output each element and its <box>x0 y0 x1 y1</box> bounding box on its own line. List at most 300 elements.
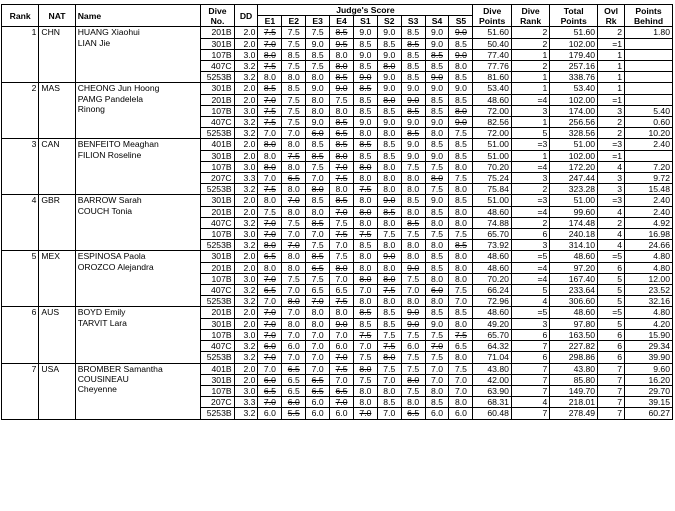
judge-score-s3 <box>401 397 425 408</box>
team-names <box>75 139 201 195</box>
score-value: 9.0 <box>407 83 420 94</box>
judge-score-s5 <box>449 27 473 38</box>
score-value: 8.0 <box>311 318 324 329</box>
degree-of-difficulty: 2.0 <box>234 262 258 273</box>
athlete-name: BARROW Sarah <box>77 195 142 206</box>
judge-score-e2 <box>282 363 306 374</box>
judge-score-s1 <box>353 285 377 296</box>
score-value: 8.0 <box>287 262 300 273</box>
judge-score-e1 <box>258 173 282 184</box>
dive-rank: =3 <box>511 139 549 150</box>
judge-score-s2 <box>377 150 401 161</box>
header-judge-s3: S3 <box>401 16 425 27</box>
overall-rank: 2 <box>598 117 625 128</box>
athlete-name: COUCH Tonia <box>77 205 133 216</box>
judge-score-s4 <box>425 27 449 38</box>
score-value: 8.0 <box>454 262 467 273</box>
score-value: 7.0 <box>311 341 324 352</box>
judge-score-s2 <box>377 38 401 49</box>
dive-number: 201B <box>201 94 234 105</box>
judge-score-s4 <box>425 206 449 217</box>
judge-score-s5 <box>449 318 473 329</box>
degree-of-difficulty: 3.0 <box>234 161 258 172</box>
dive-points: 75.24 <box>473 173 511 184</box>
score-value: 8.5 <box>454 72 467 83</box>
judge-score-e3 <box>306 240 330 251</box>
judge-score-e1 <box>258 61 282 72</box>
score-value: 6.5 <box>263 385 276 396</box>
overall-rank: 7 <box>598 385 625 396</box>
judge-score-e4 <box>330 206 354 217</box>
degree-of-difficulty: 3.3 <box>234 397 258 408</box>
judge-score-s3 <box>401 61 425 72</box>
score-value: 6.0 <box>311 408 324 419</box>
points-behind: 15.90 <box>625 329 673 340</box>
degree-of-difficulty: 3.2 <box>234 341 258 352</box>
judge-score-s5 <box>449 363 473 374</box>
points-behind <box>625 72 673 83</box>
judge-score-e4 <box>330 184 354 195</box>
score-value: 9.0 <box>359 117 372 128</box>
degree-of-difficulty: 3.2 <box>234 72 258 83</box>
score-value: 8.0 <box>383 352 396 363</box>
judge-score-e1 <box>258 105 282 116</box>
judge-score-s5 <box>449 38 473 49</box>
points-behind: 9.72 <box>625 173 673 184</box>
total-points: 257.16 <box>550 61 598 72</box>
dive-rank: 2 <box>511 38 549 49</box>
score-value: 7.0 <box>311 329 324 340</box>
score-value: 5.5 <box>287 408 300 419</box>
dive-points: 51.00 <box>473 139 511 150</box>
score-value: 7.0 <box>383 374 396 385</box>
judge-score-s2 <box>377 217 401 228</box>
athlete-name: LIAN Jie <box>77 37 111 48</box>
judge-score-s4 <box>425 363 449 374</box>
score-value: 7.5 <box>359 352 372 363</box>
score-value: 8.0 <box>263 139 276 150</box>
points-behind: 16.98 <box>625 229 673 240</box>
score-value: 8.0 <box>383 94 396 105</box>
judge-score-e2 <box>282 206 306 217</box>
score-value: 8.0 <box>431 173 443 184</box>
judge-score-e4 <box>330 374 354 385</box>
score-value: 8.0 <box>335 49 348 60</box>
score-value: 8.0 <box>454 206 467 217</box>
judge-score-s1 <box>353 195 377 206</box>
judge-score-e3 <box>306 105 330 116</box>
score-value: 6.0 <box>287 397 300 408</box>
score-value: 7.0 <box>335 374 348 385</box>
score-value: 6.5 <box>311 285 324 296</box>
judge-score-s5 <box>449 83 473 94</box>
score-value: 8.5 <box>431 206 443 217</box>
judge-score-e4 <box>330 117 354 128</box>
score-value: 8.0 <box>359 397 372 408</box>
judge-score-e3 <box>306 195 330 206</box>
header-judge-s5: S5 <box>449 16 473 27</box>
judge-score-e2 <box>282 296 306 307</box>
header-nat: NAT <box>39 5 75 27</box>
score-value: 8.5 <box>335 72 348 83</box>
score-value: 9.0 <box>407 139 420 150</box>
dive-number: 407C <box>201 341 234 352</box>
table-body <box>2 27 673 419</box>
judge-score-s3 <box>401 83 425 94</box>
dive-number: 107B <box>201 49 234 60</box>
score-value: 8.0 <box>383 184 396 195</box>
header-judge-s4: S4 <box>425 16 449 27</box>
overall-rank: 4 <box>598 206 625 217</box>
score-value: 8.5 <box>383 139 396 150</box>
judge-score-e1 <box>258 285 282 296</box>
dive-points: 68.31 <box>473 397 511 408</box>
score-value: 7.5 <box>454 329 467 340</box>
judge-score-s5 <box>449 352 473 363</box>
degree-of-difficulty: 2.0 <box>234 251 258 262</box>
judge-score-s5 <box>449 117 473 128</box>
judge-score-s2 <box>377 385 401 396</box>
dive-points: 73.92 <box>473 240 511 251</box>
score-value: 8.5 <box>454 240 467 251</box>
dive-row <box>2 363 673 374</box>
total-points: 97.20 <box>550 262 598 273</box>
dive-points: 53.40 <box>473 83 511 94</box>
dive-number: 107B <box>201 329 234 340</box>
score-value: 7.0 <box>263 329 276 340</box>
score-value: 8.0 <box>287 72 300 83</box>
score-value: 6.0 <box>454 408 467 419</box>
judge-score-e2 <box>282 72 306 83</box>
total-points: 51.00 <box>550 139 598 150</box>
score-value: 8.0 <box>359 195 372 206</box>
header-name: Name <box>75 5 201 27</box>
overall-rank: 1 <box>598 49 625 60</box>
points-behind: 2.40 <box>625 206 673 217</box>
judge-score-s4 <box>425 184 449 195</box>
degree-of-difficulty: 3.0 <box>234 49 258 60</box>
header-rank: Rank <box>2 5 39 27</box>
score-value: 7.5 <box>287 217 300 228</box>
judge-score-s5 <box>449 72 473 83</box>
judge-score-e1 <box>258 72 282 83</box>
score-value: 8.5 <box>407 61 420 72</box>
dive-rank: =4 <box>511 206 549 217</box>
dive-rank: 5 <box>511 128 549 139</box>
degree-of-difficulty: 2.0 <box>234 206 258 217</box>
total-points: 51.60 <box>550 27 598 38</box>
judge-score-s4 <box>425 329 449 340</box>
score-value: 8.0 <box>431 217 443 228</box>
team-nat: USA <box>39 363 75 419</box>
score-value: 8.5 <box>407 38 420 49</box>
judge-score-s4 <box>425 173 449 184</box>
athlete-name: FILION Roseline <box>77 149 142 160</box>
dive-number: 107B <box>201 385 234 396</box>
judge-score-s5 <box>449 61 473 72</box>
score-value: 7.5 <box>431 161 443 172</box>
judge-score-s1 <box>353 251 377 262</box>
score-value: 6.5 <box>311 374 324 385</box>
score-value: 7.5 <box>311 61 324 72</box>
total-points: 51.00 <box>550 195 598 206</box>
score-value: 8.0 <box>359 262 372 273</box>
overall-rank: 4 <box>598 229 625 240</box>
athlete-name: CHEONG Jun Hoong <box>77 83 160 94</box>
score-value: 9.0 <box>383 27 396 38</box>
header-judge-e1: E1 <box>258 16 282 27</box>
total-points: 48.60 <box>550 307 598 318</box>
judge-score-s2 <box>377 61 401 72</box>
judge-score-s5 <box>449 240 473 251</box>
score-value: 9.0 <box>431 72 443 83</box>
judge-score-s3 <box>401 117 425 128</box>
degree-of-difficulty: 3.0 <box>234 229 258 240</box>
judge-score-e1 <box>258 329 282 340</box>
score-value: 8.0 <box>383 273 396 284</box>
judge-score-s5 <box>449 273 473 284</box>
judge-score-s2 <box>377 229 401 240</box>
score-value: 8.5 <box>431 61 443 72</box>
dive-points: 42.00 <box>473 374 511 385</box>
judge-score-e2 <box>282 329 306 340</box>
dive-points: 74.88 <box>473 217 511 228</box>
overall-rank: =3 <box>598 195 625 206</box>
judge-score-s3 <box>401 217 425 228</box>
score-value: 7.0 <box>263 229 276 240</box>
judge-score-s4 <box>425 38 449 49</box>
score-value: 7.0 <box>311 352 324 363</box>
dive-number: 207C <box>201 397 234 408</box>
score-value: 7.0 <box>263 363 276 374</box>
judge-score-e3 <box>306 128 330 139</box>
judge-score-s3 <box>401 184 425 195</box>
judge-score-e1 <box>258 307 282 318</box>
judge-score-s2 <box>377 285 401 296</box>
degree-of-difficulty: 2.0 <box>234 83 258 94</box>
judge-score-s2 <box>377 161 401 172</box>
dive-row <box>2 251 673 262</box>
score-value: 8.0 <box>359 161 372 172</box>
judge-score-e4 <box>330 72 354 83</box>
degree-of-difficulty: 3.0 <box>234 105 258 116</box>
dive-points: 72.00 <box>473 128 511 139</box>
judge-score-s1 <box>353 385 377 396</box>
athlete-name: BENFEITO Meaghan <box>77 139 159 150</box>
score-value: 8.5 <box>359 307 372 318</box>
judge-score-e1 <box>258 139 282 150</box>
judge-score-s5 <box>449 94 473 105</box>
judge-score-e2 <box>282 385 306 396</box>
score-value: 9.0 <box>431 38 443 49</box>
judge-score-e2 <box>282 184 306 195</box>
score-value: 7.5 <box>407 161 420 172</box>
header-judge-e4: E4 <box>330 16 354 27</box>
degree-of-difficulty: 3.2 <box>234 285 258 296</box>
judge-score-e2 <box>282 251 306 262</box>
score-value: 9.0 <box>311 117 324 128</box>
judge-score-e3 <box>306 206 330 217</box>
total-points: 240.18 <box>550 229 598 240</box>
score-value: 7.0 <box>287 195 300 206</box>
score-value: 8.5 <box>383 38 396 49</box>
judge-score-e3 <box>306 273 330 284</box>
dive-number: 207C <box>201 173 234 184</box>
score-value: 8.5 <box>311 139 324 150</box>
dive-points: 49.20 <box>473 318 511 329</box>
judge-score-e3 <box>306 318 330 329</box>
score-value: 9.0 <box>407 318 420 329</box>
judge-score-e4 <box>330 251 354 262</box>
score-value: 7.0 <box>431 341 443 352</box>
score-value: 8.5 <box>311 150 324 161</box>
judge-score-e1 <box>258 262 282 273</box>
score-value: 8.0 <box>454 217 467 228</box>
judge-score-e4 <box>330 94 354 105</box>
score-value: 8.0 <box>311 206 324 217</box>
score-value: 8.0 <box>454 273 467 284</box>
overall-rank: 1 <box>598 72 625 83</box>
dive-points: 48.60 <box>473 251 511 262</box>
score-value: 7.5 <box>359 374 372 385</box>
dive-number: 301B <box>201 251 234 262</box>
dive-points: 65.70 <box>473 229 511 240</box>
score-value: 7.0 <box>263 94 276 105</box>
score-value: 8.0 <box>407 173 420 184</box>
judge-score-e2 <box>282 128 306 139</box>
dive-rank: 3 <box>511 318 549 329</box>
score-value: 8.5 <box>287 83 300 94</box>
judge-score-e4 <box>330 173 354 184</box>
dive-row <box>2 83 673 94</box>
score-value: 8.0 <box>311 105 324 116</box>
overall-rank: =1 <box>598 150 625 161</box>
score-value: 7.0 <box>287 128 300 139</box>
judge-score-e2 <box>282 352 306 363</box>
judge-score-s5 <box>449 195 473 206</box>
degree-of-difficulty: 3.2 <box>234 184 258 195</box>
score-value: 8.5 <box>454 38 467 49</box>
judge-score-e1 <box>258 352 282 363</box>
judge-score-s1 <box>353 61 377 72</box>
judge-score-s3 <box>401 94 425 105</box>
judge-score-e4 <box>330 83 354 94</box>
score-value: 6.5 <box>335 385 348 396</box>
judge-score-s2 <box>377 94 401 105</box>
score-value: 8.0 <box>407 296 420 307</box>
judge-score-s4 <box>425 150 449 161</box>
score-value: 8.0 <box>359 385 372 396</box>
points-behind: 12.00 <box>625 273 673 284</box>
overall-rank: 5 <box>598 285 625 296</box>
score-value: 7.5 <box>407 352 420 363</box>
judge-score-s1 <box>353 273 377 284</box>
judge-score-e2 <box>282 262 306 273</box>
points-behind: 0.60 <box>625 117 673 128</box>
dive-rank: 1 <box>511 72 549 83</box>
judge-score-s4 <box>425 273 449 284</box>
judge-score-s3 <box>401 341 425 352</box>
judge-score-s4 <box>425 128 449 139</box>
judge-score-e3 <box>306 27 330 38</box>
judge-score-s5 <box>449 408 473 419</box>
score-value: 8.5 <box>407 27 420 38</box>
score-value: 8.5 <box>359 105 372 116</box>
score-value: 7.0 <box>311 363 324 374</box>
athlete-name: OROZCO Alejandra <box>77 261 154 272</box>
judge-score-s4 <box>425 229 449 240</box>
score-value: 8.5 <box>383 397 396 408</box>
score-value: 6.0 <box>431 285 443 296</box>
degree-of-difficulty: 2.0 <box>234 363 258 374</box>
score-value: 8.0 <box>311 94 324 105</box>
score-value: 8.5 <box>407 49 420 60</box>
points-behind: 23.52 <box>625 285 673 296</box>
score-value: 7.5 <box>287 273 300 284</box>
points-behind: 1.80 <box>625 27 673 38</box>
judge-score-s1 <box>353 397 377 408</box>
judge-score-e2 <box>282 173 306 184</box>
score-value: 7.0 <box>335 161 348 172</box>
score-value: 7.0 <box>359 341 372 352</box>
score-value: 7.5 <box>287 94 300 105</box>
judge-score-e1 <box>258 408 282 419</box>
points-behind: 39.90 <box>625 352 673 363</box>
score-value: 8.5 <box>407 128 420 139</box>
score-value: 8.5 <box>431 307 443 318</box>
results-table <box>1 4 673 420</box>
dive-points: 51.60 <box>473 27 511 38</box>
dive-rank: 7 <box>511 341 549 352</box>
judge-score-s3 <box>401 173 425 184</box>
dive-rank: =3 <box>511 195 549 206</box>
total-points: 102.00 <box>550 94 598 105</box>
judge-score-s2 <box>377 251 401 262</box>
dive-points: 66.24 <box>473 285 511 296</box>
score-value: 7.0 <box>383 408 396 419</box>
score-value: 6.0 <box>311 128 324 139</box>
header-ovl-rk: Ovl Rk <box>598 5 625 27</box>
score-value: 7.0 <box>263 128 276 139</box>
judge-score-e1 <box>258 27 282 38</box>
judge-score-e4 <box>330 285 354 296</box>
dive-rank: 1 <box>511 83 549 94</box>
score-value: 9.0 <box>431 83 443 94</box>
judge-score-s3 <box>401 195 425 206</box>
judge-score-e4 <box>330 161 354 172</box>
degree-of-difficulty: 3.3 <box>234 173 258 184</box>
judge-score-s3 <box>401 273 425 284</box>
score-value: 8.0 <box>454 184 467 195</box>
judge-score-e3 <box>306 307 330 318</box>
score-value: 8.0 <box>287 206 300 217</box>
total-points: 53.40 <box>550 83 598 94</box>
dive-number: 401B <box>201 139 234 150</box>
judge-score-e1 <box>258 217 282 228</box>
degree-of-difficulty: 2.0 <box>234 318 258 329</box>
judge-score-e4 <box>330 408 354 419</box>
dive-number: 401B <box>201 363 234 374</box>
judge-score-s2 <box>377 240 401 251</box>
judge-score-s3 <box>401 385 425 396</box>
judge-score-s1 <box>353 352 377 363</box>
total-points: 256.56 <box>550 117 598 128</box>
judge-score-s2 <box>377 397 401 408</box>
judge-score-s2 <box>377 184 401 195</box>
overall-rank: 7 <box>598 408 625 419</box>
dive-number: 107B <box>201 273 234 284</box>
dive-rank: 1 <box>511 150 549 161</box>
